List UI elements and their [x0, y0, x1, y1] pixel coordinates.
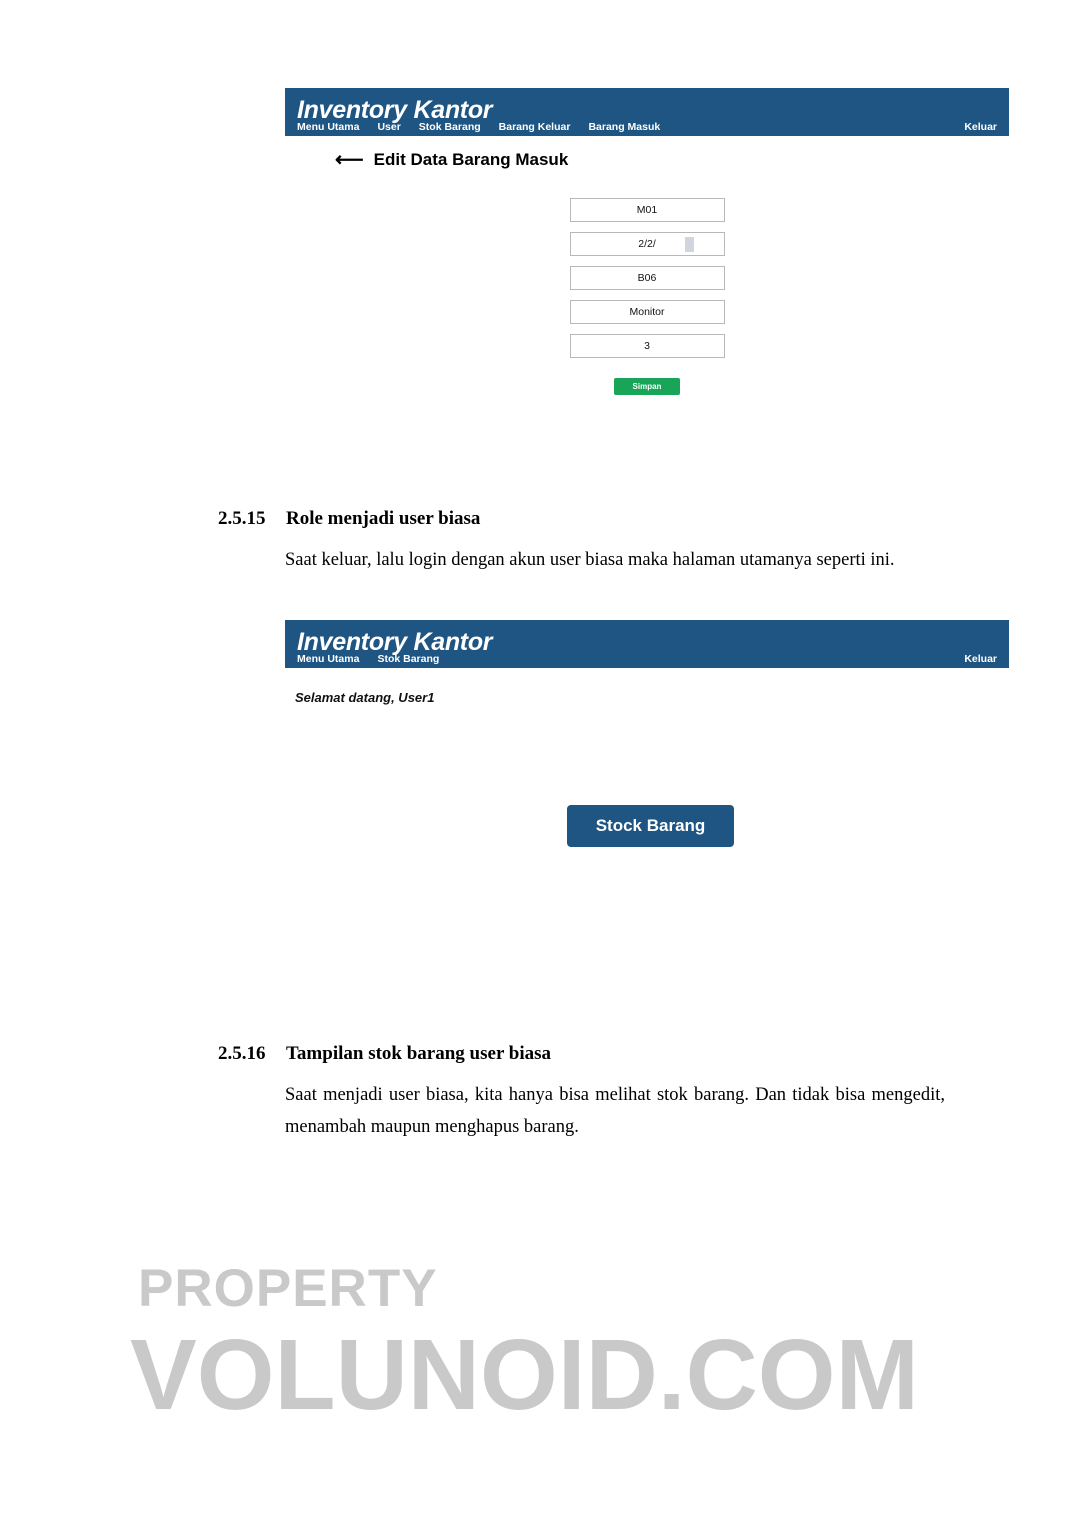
section-title: Role menjadi user biasa	[286, 508, 481, 529]
app-header-user	[285, 620, 1009, 668]
logout-link-user[interactable]: Keluar	[964, 653, 997, 665]
nav-item-menu-utama[interactable]: Menu Utama	[297, 121, 360, 133]
tanggal-field[interactable]	[570, 232, 725, 256]
section-heading-2-5-16	[218, 1043, 551, 1065]
section-number: 2.5.16	[218, 1043, 266, 1064]
section-heading-2-5-15	[218, 508, 480, 530]
app-navbar-user[interactable]	[297, 653, 439, 665]
page-title-text: Edit Data Barang Masuk	[373, 150, 569, 169]
screenshot-user-home	[285, 620, 1009, 668]
screenshot-edit-barang-masuk	[285, 88, 1009, 391]
app-navbar[interactable]	[297, 121, 660, 133]
app-logo-title: Inventory Kantor	[297, 96, 493, 124]
stock-barang-button[interactable]: Stock Barang	[567, 805, 734, 847]
page-title	[335, 150, 568, 170]
nav-item-menu-utama[interactable]: Menu Utama	[297, 653, 360, 665]
nav-item-stok-barang[interactable]: Stok Barang	[377, 653, 440, 665]
nav-item-user[interactable]: User	[377, 121, 401, 133]
app-logo-title-user: Inventory Kantor	[297, 628, 493, 656]
section-body-2-5-16: Saat menjadi user biasa, kita hanya bisa melihat stok barang. Dan tidak bisa mengedit, menambah maupun menghapus barang.	[285, 1085, 945, 1138]
nav-item-barang-masuk[interactable]: Barang Masuk	[588, 121, 661, 133]
edit-form-fields	[569, 198, 725, 395]
nama-barang-field[interactable]: Monitor	[570, 300, 725, 324]
nav-item-stok-barang[interactable]: Stok Barang	[418, 121, 481, 133]
section-number: 2.5.15	[218, 508, 266, 529]
watermark-line-2: VOLUNOID.COM	[130, 1319, 919, 1431]
welcome-message: Selamat datang, User1	[295, 690, 435, 705]
section-body-2-5-15: Saat keluar, lalu login dengan akun user biasa maka halaman utamanya seperti ini.	[285, 550, 895, 570]
kode-barang-field[interactable]: B06	[570, 266, 725, 290]
date-cursor-highlight	[685, 237, 694, 252]
jumlah-field[interactable]: 3	[570, 334, 725, 358]
tanggal-field-value: 2/2/	[638, 238, 656, 250]
nav-item-barang-keluar[interactable]: Barang Keluar	[498, 121, 571, 133]
section-title: Tampilan stok barang user biasa	[286, 1043, 552, 1064]
watermark-line-1: PROPERTY	[138, 1259, 438, 1318]
simpan-button[interactable]: Simpan	[614, 378, 680, 395]
kode-masuk-field[interactable]: M01	[570, 198, 725, 222]
logout-link[interactable]: Keluar	[964, 121, 997, 133]
app-header	[285, 88, 1009, 136]
back-arrow-icon[interactable]: ⟵	[335, 149, 364, 171]
